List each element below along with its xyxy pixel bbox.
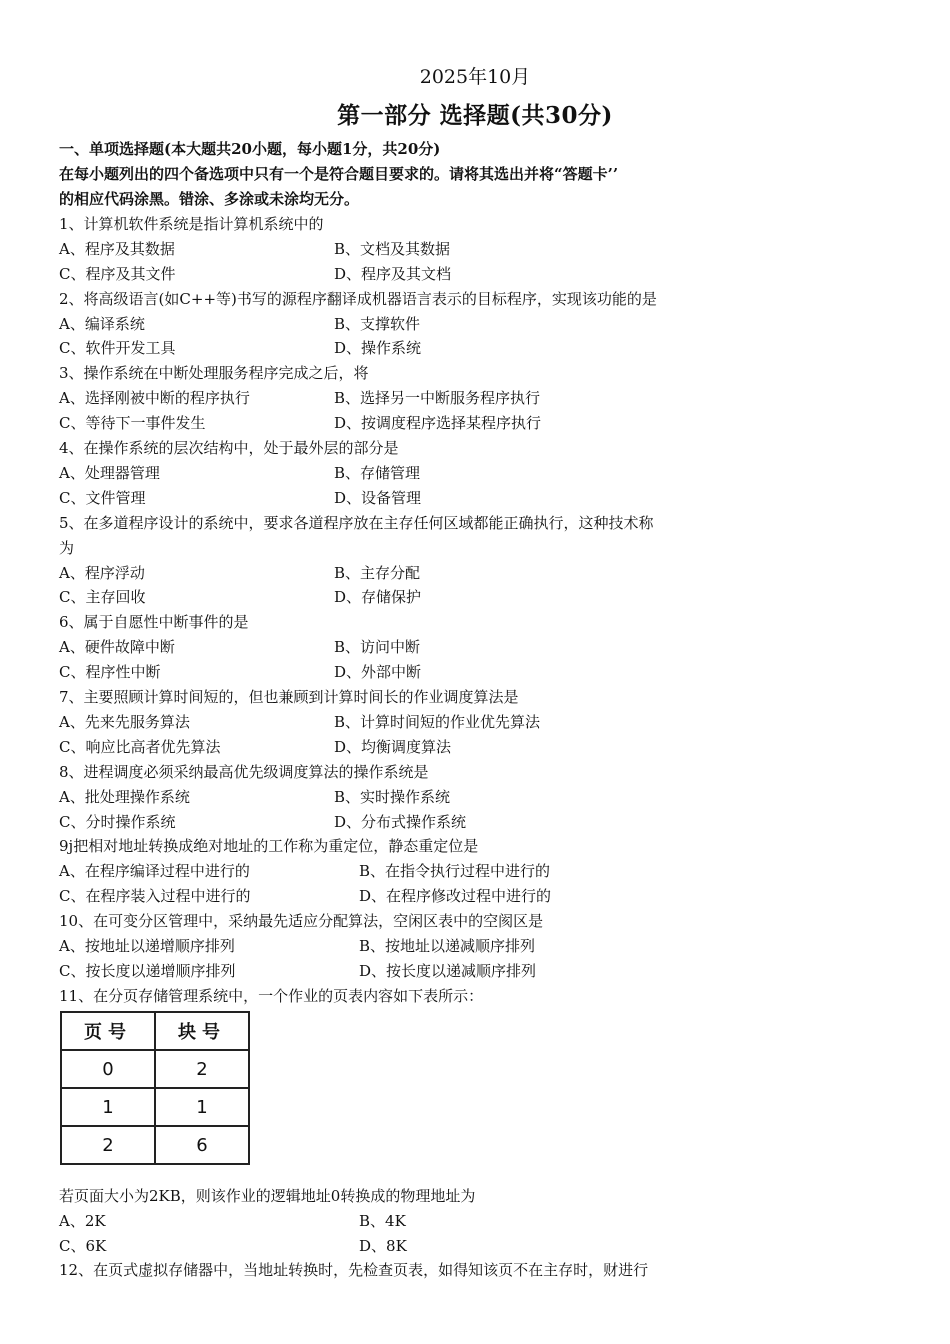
answer-option: D、存储保护	[334, 588, 422, 606]
question-stem: 8、进程调度必须采纳最高优先级调度算法的操作系统是	[59, 763, 429, 781]
answer-option: C、程序及其文件	[59, 265, 176, 283]
question-stem: 9j把相对地址转换成绝对地址的工作称为重定位，静态重定位是	[59, 837, 479, 855]
page-table-cell: 2	[61, 1126, 155, 1164]
answer-option: C、按长度以递增顺序排列	[59, 962, 236, 980]
answer-option: A、先来先服务算法	[59, 713, 190, 731]
answer-option: B、实时操作系统	[334, 788, 451, 806]
answer-option: A、程序浮动	[59, 564, 145, 582]
page-table-header-page: 页号	[61, 1012, 155, 1050]
part-title: 第一部分 选择题(共30分)	[337, 102, 613, 129]
answer-option: A、按地址以递增顺序排列	[59, 937, 235, 955]
answer-option: C、响应比高者优先算法	[59, 738, 221, 756]
q11-option-d: D、8K	[359, 1237, 407, 1255]
question-stem: 7、主要照顾计算时间短的，但也兼顾到计算时间长的作业调度算法是	[59, 688, 519, 706]
instruction-line-1: 在每小题列出的四个备选项中只有一个是符合题目要求的。请将其选出并将“答题卡’’	[59, 165, 619, 183]
page-table	[60, 1011, 250, 1165]
answer-option: D、操作系统	[334, 339, 422, 357]
question-stem: 为	[59, 539, 75, 557]
answer-option: A、硬件故障中断	[59, 638, 175, 656]
answer-option: B、存储管理	[334, 464, 421, 482]
question-stem: 10、在可变分区管理中，采纳最先适应分配算法，空闲区表中的空阂区是	[59, 912, 544, 930]
answer-option: B、按地址以递减顺序排列	[359, 937, 536, 955]
answer-option: B、选择另一中断服务程序执行	[334, 389, 541, 407]
answer-option: C、在程序装入过程中进行的	[59, 887, 251, 905]
answer-option: C、软件开发工具	[59, 339, 176, 357]
q11-option-a: A、2K	[59, 1212, 106, 1230]
page-table-cell: 0	[61, 1050, 155, 1088]
answer-option: C、等待下一事件发生	[59, 414, 206, 432]
answer-option: D、按长度以递减顺序排列	[359, 962, 537, 980]
question-stem: 2、将高级语言(如C++等)书写的源程序翻译成机器语言表示的目标程序，实现该功能的是	[59, 290, 657, 308]
answer-option: B、文档及其数据	[334, 240, 451, 258]
answer-option: B、支撑软件	[334, 315, 421, 333]
page-table-cell: 6	[155, 1126, 249, 1164]
answer-option: C、文件管理	[59, 489, 146, 507]
page-table-cell: 1	[155, 1088, 249, 1126]
answer-option: A、编译系统	[59, 315, 145, 333]
answer-option: D、按调度程序选择某程序执行	[334, 414, 542, 432]
answer-option: C、主存回收	[59, 588, 146, 606]
section-heading: 一、单项选择题(本大题共20小题，每小题1分，共20分)	[59, 140, 441, 158]
answer-option: A、在程序编译过程中进行的	[59, 862, 250, 880]
q12-stem: 12、在页式虚拟存储器中，当地址转换时，先检查页表，如得知该页不在主存时，财进行	[59, 1261, 649, 1279]
answer-option: D、程序及其文档	[334, 265, 452, 283]
q11-followup-stem: 若页面大小为2KB，则该作业的逻辑地址0转换成的物理地址为	[59, 1187, 476, 1205]
answer-option: D、均衡调度算法	[334, 738, 452, 756]
q11-option-c: C、6K	[59, 1237, 107, 1255]
answer-option: C、分时操作系统	[59, 813, 176, 831]
answer-option: A、选择刚被中断的程序执行	[59, 389, 250, 407]
answer-option: D、设备管理	[334, 489, 422, 507]
page-table-header-block: 块号	[155, 1012, 249, 1050]
answer-option: A、程序及其数据	[59, 240, 175, 258]
page-table-cell: 2	[155, 1050, 249, 1088]
question-stem: 1、计算机软件系统是指计算机系统中的	[59, 215, 324, 233]
answer-option: D、外部中断	[334, 663, 422, 681]
answer-option: C、程序性中断	[59, 663, 161, 681]
answer-option: B、计算时间短的作业优先算法	[334, 713, 541, 731]
question-stem: 6、属于自愿性中断事件的是	[59, 613, 249, 631]
question-stem: 4、在操作系统的层次结构中，处于最外层的部分是	[59, 439, 399, 457]
question-stem: 3、操作系统在中断处理服务程序完成之后，将	[59, 364, 369, 382]
page-table-cell: 1	[61, 1088, 155, 1126]
answer-option: A、处理器管理	[59, 464, 160, 482]
answer-option: D、在程序修改过程中进行的	[359, 887, 552, 905]
answer-option: B、在指令执行过程中进行的	[359, 862, 551, 880]
question-stem: 11、在分页存储管理系统中，一个作业的页表内容如下表所示：	[59, 987, 484, 1005]
answer-option: B、主存分配	[334, 564, 421, 582]
answer-option: B、访问中断	[334, 638, 421, 656]
answer-option: D、分布式操作系统	[334, 813, 467, 831]
answer-option: A、批处理操作系统	[59, 788, 190, 806]
instruction-line-2: 的相应代码涂黑。错涂、多涂或未涂均无分。	[59, 190, 360, 208]
question-stem: 5、在多道程序设计的系统中，要求各道程序放在主存任何区域都能正确执行，这种技术称	[59, 514, 654, 532]
exam-date: 2025年10月	[419, 66, 531, 88]
q11-option-b: B、4K	[359, 1212, 406, 1230]
